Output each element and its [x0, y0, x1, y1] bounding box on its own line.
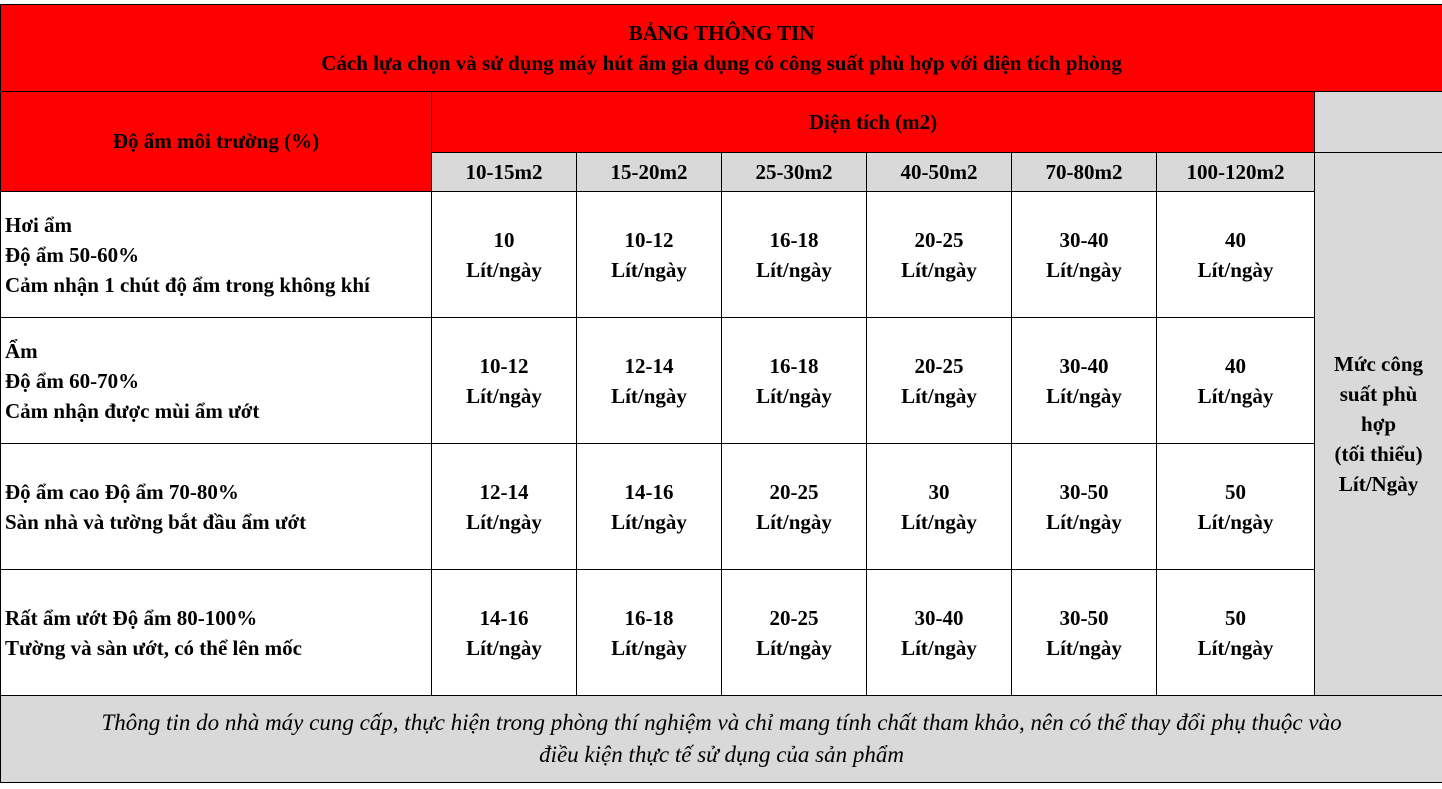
- row-label-line: Hơi ẩm: [5, 212, 73, 237]
- row-label-line: Sàn nhà và tường bắt đầu ẩm ướt: [5, 509, 307, 534]
- value: 30: [928, 479, 950, 504]
- value-cell[interactable]: [577, 444, 722, 570]
- unit: Lít/ngày: [1046, 509, 1122, 534]
- info-table: [0, 4, 1442, 783]
- col-header-15-20[interactable]: 15-20m2: [577, 153, 722, 192]
- capacity-label-line: hợp: [1361, 412, 1397, 436]
- value: 20-25: [769, 479, 819, 504]
- unit: Lít/ngày: [466, 257, 542, 282]
- row-label-cell[interactable]: [1, 570, 432, 696]
- area-header-cell[interactable]: Diện tích (m2): [432, 92, 1315, 153]
- value: 50: [1225, 479, 1246, 504]
- row-label-line: Độ ẩm 60-70%: [5, 368, 140, 393]
- note-row: [1, 696, 1442, 783]
- capacity-label-line: (tối thiểu): [1334, 442, 1423, 466]
- value-cell[interactable]: [722, 444, 867, 570]
- value: 20-25: [769, 605, 819, 630]
- unit: Lít/ngày: [901, 383, 977, 408]
- capacity-label-line: suất phù: [1339, 382, 1418, 406]
- unit: Lít/ngày: [466, 509, 542, 534]
- value-cell[interactable]: [867, 570, 1012, 696]
- unit: Lít/ngày: [1046, 383, 1122, 408]
- value-cell[interactable]: [1012, 192, 1157, 318]
- value: 40: [1225, 227, 1246, 252]
- row-label-cell[interactable]: [1, 318, 432, 444]
- col-header-100-120[interactable]: 100-120m2: [1157, 153, 1315, 192]
- value-cell[interactable]: [1012, 570, 1157, 696]
- col-header-10-15[interactable]: 10-15m2: [432, 153, 577, 192]
- value-cell[interactable]: [577, 570, 722, 696]
- table-title: BẢNG THÔNG TIN: [628, 21, 815, 45]
- value-cell[interactable]: [1157, 444, 1315, 570]
- unit: Lít/ngày: [1197, 509, 1274, 534]
- row-label-line: Cảm nhận 1 chút độ ẩm trong không khí: [5, 272, 370, 297]
- value: 30-40: [914, 605, 964, 630]
- unit: Lít/ngày: [1197, 635, 1274, 660]
- value-cell[interactable]: [1157, 570, 1315, 696]
- value-cell[interactable]: [432, 318, 577, 444]
- value-cell[interactable]: [577, 318, 722, 444]
- title-cell[interactable]: [1, 5, 1442, 92]
- value: 12-14: [624, 353, 674, 378]
- value-cell[interactable]: [1157, 192, 1315, 318]
- value: 16-18: [624, 605, 674, 630]
- unit: Lít/ngày: [901, 509, 977, 534]
- value-cell[interactable]: [867, 318, 1012, 444]
- header-row-1: [1, 92, 1442, 153]
- col-header-25-30[interactable]: 25-30m2: [722, 153, 867, 192]
- unit: Lít/ngày: [1197, 257, 1274, 282]
- sheet-bottom-strip: [0, 785, 1442, 789]
- table-subtitle: Cách lựa chọn và sử dụng máy hút ẩm gia dụng có công suất phù hợp với diện tích phòng: [321, 51, 1122, 75]
- value: 30-50: [1059, 479, 1109, 504]
- unit: Lít/ngày: [901, 635, 977, 660]
- unit: Lít/ngày: [756, 257, 832, 282]
- table-row: [1, 444, 1442, 570]
- table-row: [1, 570, 1442, 696]
- unit: Lít/ngày: [611, 635, 687, 660]
- value: 20-25: [914, 353, 964, 378]
- unit: Lít/ngày: [756, 383, 832, 408]
- value: 10-12: [479, 353, 529, 378]
- unit: Lít/ngày: [466, 383, 542, 408]
- value: 20-25: [914, 227, 964, 252]
- value: 14-16: [479, 605, 529, 630]
- title-row: [1, 5, 1442, 92]
- row-label-line: Rất ẩm ướt Độ ẩm 80-100%: [5, 605, 258, 630]
- value: 30-40: [1059, 353, 1109, 378]
- value-cell[interactable]: [722, 318, 867, 444]
- value-cell[interactable]: [867, 444, 1012, 570]
- value-cell[interactable]: [867, 192, 1012, 318]
- value-cell[interactable]: [577, 192, 722, 318]
- unit: Lít/ngày: [466, 635, 542, 660]
- value-cell[interactable]: [1012, 444, 1157, 570]
- unit: Lít/ngày: [756, 509, 832, 534]
- table-row: [1, 318, 1442, 444]
- capacity-label-cell[interactable]: [1315, 153, 1442, 696]
- value: 30-50: [1059, 605, 1109, 630]
- value-cell[interactable]: [432, 570, 577, 696]
- unit: Lít/ngày: [611, 383, 687, 408]
- capacity-label-line: Lít/Ngày: [1338, 472, 1419, 496]
- value: 10-12: [624, 227, 674, 252]
- disclaimer-line: điều kiện thực tế sử dụng của sản phẩm: [539, 742, 904, 767]
- value-cell[interactable]: [432, 444, 577, 570]
- row-label-line: Tường và sàn ướt, có thể lên mốc: [5, 635, 302, 660]
- row-label-cell[interactable]: [1, 444, 432, 570]
- value-cell[interactable]: [1157, 318, 1315, 444]
- unit: Lít/ngày: [901, 257, 977, 282]
- unit: Lít/ngày: [1046, 635, 1122, 660]
- row-label-line: Ẩm: [5, 338, 38, 363]
- value-cell[interactable]: [1012, 318, 1157, 444]
- row-label-line: Cảm nhận được mùi ẩm ướt: [5, 398, 260, 423]
- disclaimer-cell[interactable]: [1, 696, 1442, 783]
- col-header-40-50[interactable]: 40-50m2: [867, 153, 1012, 192]
- unit: Lít/ngày: [611, 257, 687, 282]
- disclaimer-line: Thông tin do nhà máy cung cấp, thực hiện trong phòng thí nghiệm và chỉ mang tính chất tham khảo, nên có thể thay đổi phụ thuộc vào: [101, 710, 1342, 735]
- value: 50: [1225, 605, 1246, 630]
- value: 14-16: [624, 479, 674, 504]
- value-cell[interactable]: [432, 192, 577, 318]
- unit: Lít/ngày: [611, 509, 687, 534]
- capacity-label-line: Mức công: [1334, 352, 1424, 376]
- table-row: [1, 192, 1442, 318]
- col-header-70-80[interactable]: 70-80m2: [1012, 153, 1157, 192]
- row-label-line: Độ ẩm cao Độ ẩm 70-80%: [5, 479, 239, 504]
- unit: Lít/ngày: [756, 635, 832, 660]
- value: 30-40: [1059, 227, 1109, 252]
- humidity-header-cell[interactable]: Độ ẩm môi trường (%): [1, 92, 432, 192]
- value: 16-18: [769, 353, 819, 378]
- value: 12-14: [479, 479, 529, 504]
- value-cell[interactable]: [722, 192, 867, 318]
- row-label-line: Độ ẩm 50-60%: [5, 242, 140, 267]
- row-label-cell[interactable]: [1, 192, 432, 318]
- value: 40: [1225, 353, 1246, 378]
- unit: Lít/ngày: [1046, 257, 1122, 282]
- unit: Lít/ngày: [1197, 383, 1274, 408]
- value-cell[interactable]: [722, 570, 867, 696]
- value: 10: [493, 227, 515, 252]
- value: 16-18: [769, 227, 819, 252]
- side-header-cell[interactable]: [1315, 92, 1442, 153]
